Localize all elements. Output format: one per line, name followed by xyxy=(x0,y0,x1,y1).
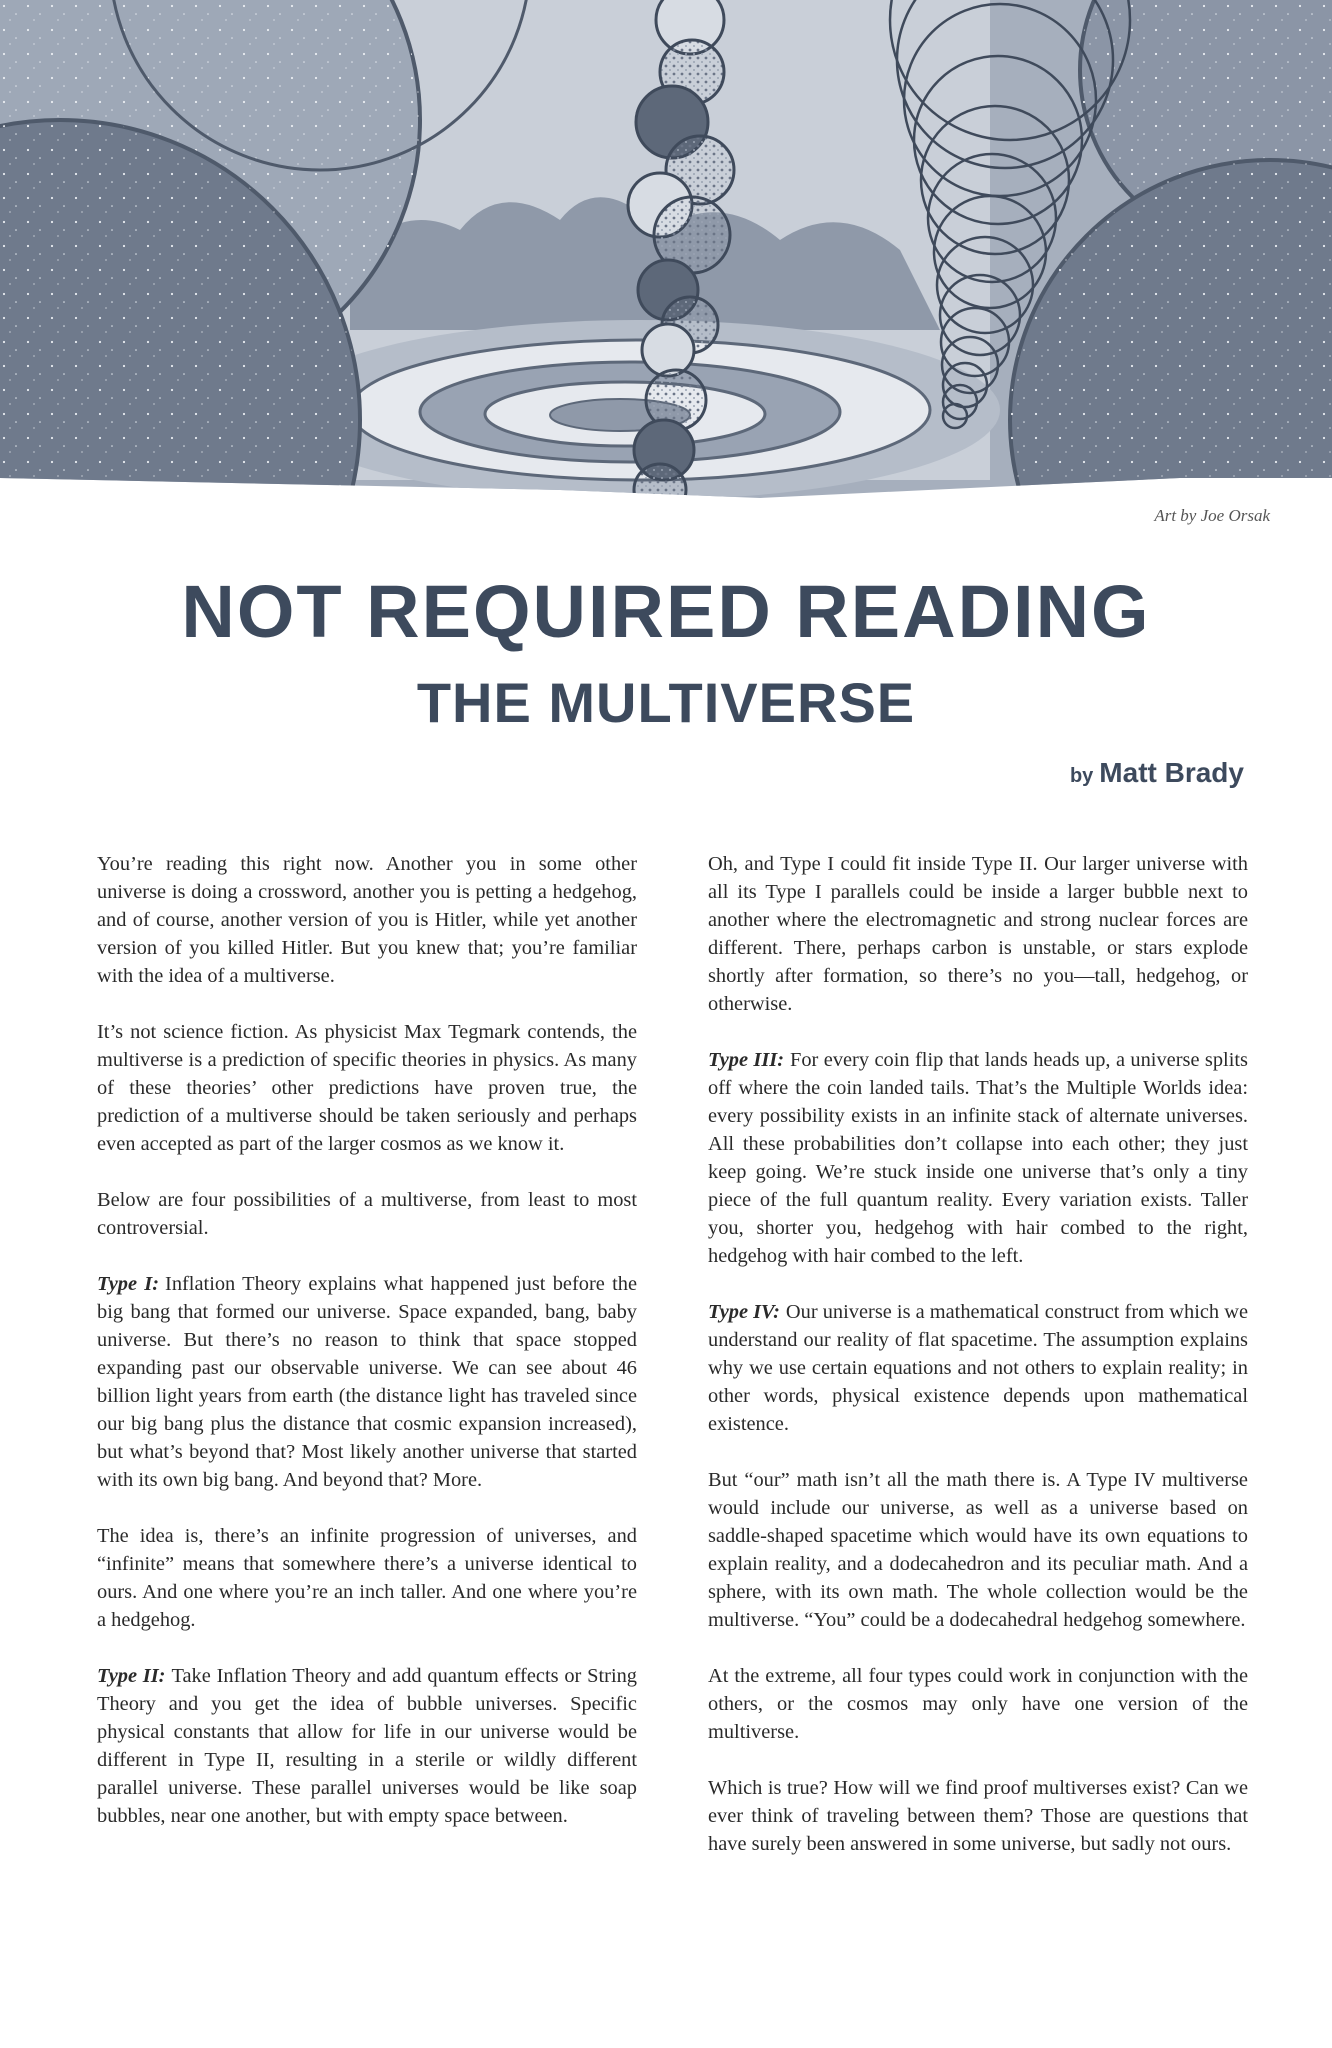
page-title: NOT REQUIRED READING xyxy=(181,570,1151,653)
paragraph: It’s not science fiction. As physicist Max Tegmark contends, the multiverse is a prediction of specific theories in physics. As many of these theories’ other predictions have proven true, the prediction of a multiverse should be taken seriously and perhaps even accepted as part of the larger cosmos as we know it. xyxy=(97,1021,637,1155)
paragraph: Oh, and Type I could fit inside Type II. Our larger universe with all its Type I parallels could be inside a larger bubble next to another where the electromagnetic and strong nuclear forces are different. There, perhaps carbon is unstable, or stars explode shortly after formation, so there’s no you—tall, hedgehog, or otherwise. xyxy=(708,853,1248,1015)
type-lead: Type III: xyxy=(708,1049,785,1071)
left-column xyxy=(97,850,637,1858)
paragraph: The idea is, there’s an infinite progression of universes, and “infinite” means that somewhere there’s a universe identical to ours. And one where you’re an inch taller. And one where you’re a hedgehog. xyxy=(97,1525,637,1631)
type-lead: Type IV: xyxy=(708,1301,780,1323)
paragraph: Type I: Inflation Theory explains what happened just before the big bang that formed our universe. Space expanded, bang, baby universe. But there’s no reason to think that space stopped expanding past our observable universe. We can see about 46 billion light years from earth (the distance light has traveled since our big bang plus the distance that cosmic expansion increased), but what’s beyond that? Most likely another universe that started with its own big bang. And beyond that? More. xyxy=(97,1273,637,1491)
art-credit: Art by Joe Orsak xyxy=(1154,506,1270,525)
page-subtitle: THE MULTIVERSE xyxy=(416,671,916,734)
byline xyxy=(1070,757,1244,789)
byline-author: Matt Brady xyxy=(1099,757,1244,788)
paragraph: Type III: For every coin flip that lands heads up, a universe splits off where the coin landed tails. That’s the Multiple Worlds idea: every possibility exists in an infinite stack of alternate universes. All these probabilities don’t collapse into each other; they just keep going. We’re stuck inside one universe that’s only a tiny piece of the full quantum reality. Every variation exists. Taller you, shorter you, hedgehog with hair combed to the right, hedgehog with hair combed to the left. xyxy=(708,1049,1248,1267)
type-lead: Type I: xyxy=(97,1273,160,1295)
paragraph: Which is true? How will we find proof multiverses exist? Can we ever think of traveling between them? Those are questions that have surely been answered in some universe, but sadly not ours. xyxy=(708,1777,1248,1855)
paragraph: You’re reading this right now. Another you in some other universe is doing a crossword, another you is petting a hedgehog, and of course, another version of you is Hitler, while yet another version of you killed Hitler. But you knew that; you’re familiar with the idea of a multiverse. xyxy=(97,853,637,987)
paragraph: Type II: Take Inflation Theory and add quantum effects or String Theory and you get the idea of bubble universes. Specific physical constants that allow for life in our universe would be different in Type II, resulting in a sterile or wildly different parallel universe. These parallel universes would be like soap bubbles, near one another, but with empty space between. xyxy=(97,1665,637,1827)
paragraph: Type IV: Our universe is a mathematical construct from which we understand our reality of flat spacetime. The assumption explains why we use certain equations and not others to explain reality; in other words, physical existence depends upon mathematical existence. xyxy=(708,1301,1248,1435)
header-illustration xyxy=(0,0,1332,540)
type-lead: Type II: xyxy=(97,1665,166,1687)
multiverse-illustration-icon xyxy=(0,0,1332,540)
right-column xyxy=(708,850,1248,1886)
paragraph: But “our” math isn’t all the math there is. A Type IV multiverse would include our universe, as well as a universe based on saddle-shaped spacetime which would have its own equations to explain reality, and a dodecahedron and its peculiar math. And a sphere, with its own math. The whole collection would be the multiverse. “You” could be a dodecahedral hedgehog somewhere. xyxy=(708,1469,1248,1631)
paragraph: At the extreme, all four types could work in conjunction with the others, or the cosmos may only have one version of the multiverse. xyxy=(708,1665,1248,1743)
byline-prefix: by xyxy=(1069,765,1094,787)
paragraph: Below are four possibilities of a multiverse, from least to most controversial. xyxy=(97,1189,637,1239)
